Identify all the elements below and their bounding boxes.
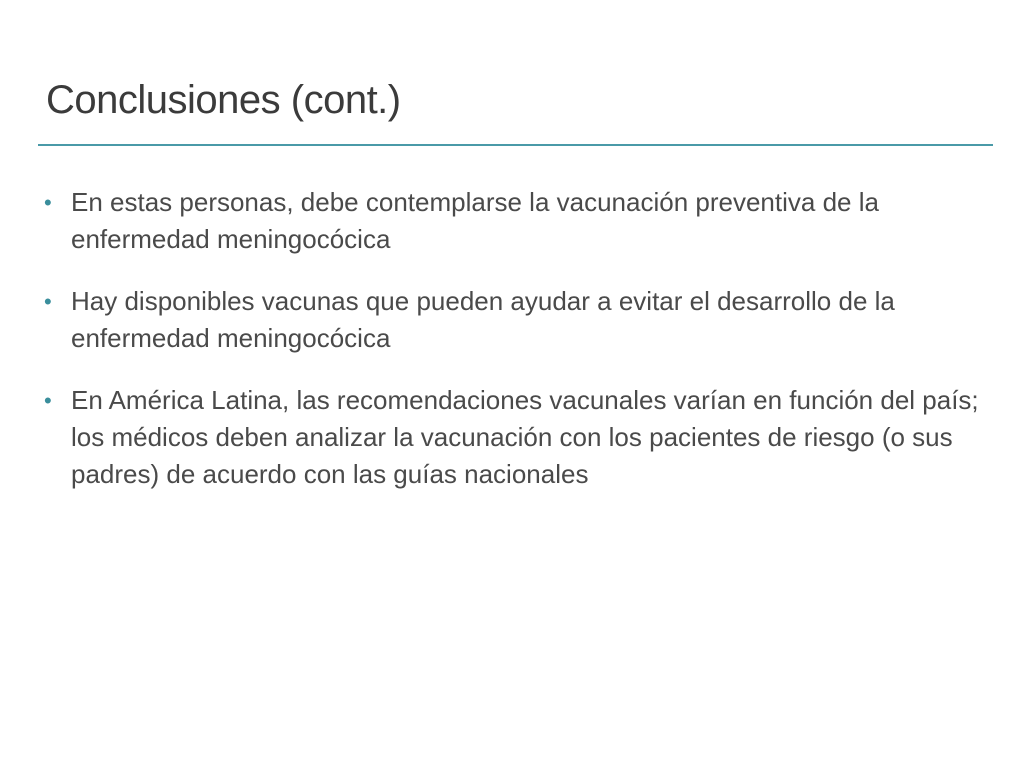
bullet-item xyxy=(44,382,984,493)
bullet-list xyxy=(44,184,984,518)
bullet-icon: • xyxy=(44,190,52,215)
bullet-text: En estas personas, debe contemplarse la vacunación preventiva de la enfermedad meningocócica xyxy=(71,187,879,254)
bullet-text: En América Latina, las recomendaciones vacunales varían en función del país; los médicos deben analizar la vacunación con los pacientes de riesgo (o sus padres) de acuerdo con las guías nacionales xyxy=(71,385,979,489)
bullet-text: Hay disponibles vacunas que pueden ayudar a evitar el desarrollo de la enfermedad meningocócica xyxy=(71,286,895,353)
bullet-item xyxy=(44,283,984,357)
bullet-icon: • xyxy=(44,388,52,413)
title-divider xyxy=(38,144,993,146)
slide-title: Conclusiones (cont.) xyxy=(46,78,401,122)
bullet-icon: • xyxy=(44,289,52,314)
bullet-item xyxy=(44,184,984,258)
